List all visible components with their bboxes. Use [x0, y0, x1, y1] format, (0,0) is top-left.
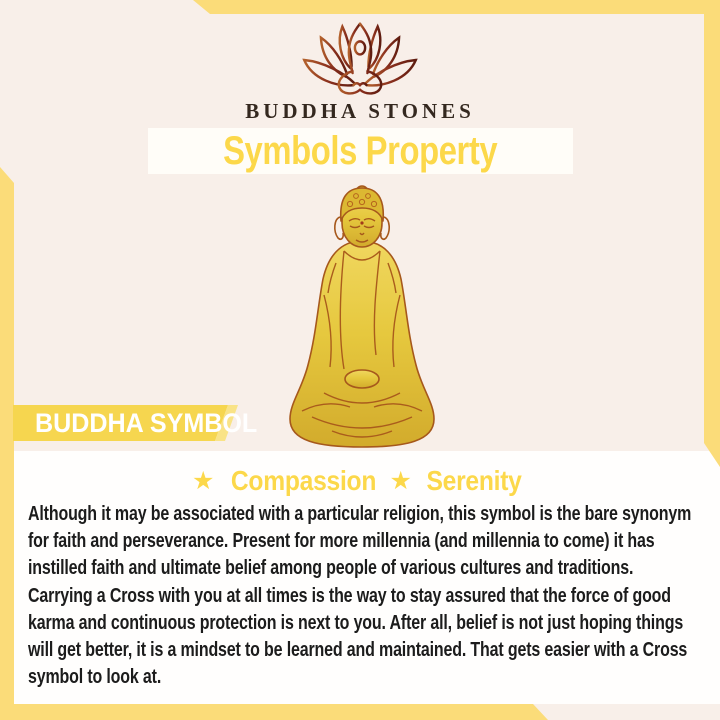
section-label: BUDDHA SYMBOL	[35, 408, 258, 438]
accent-band-bottom	[0, 704, 548, 720]
title-band	[148, 128, 573, 174]
feature-serenity: Serenity	[426, 465, 522, 496]
accent-band-top	[193, 0, 720, 14]
description-text: Although it may be associated with a particular religion, this symbol is the bare synonym for faith and perseverance. Present for more millennia (and millennia to come) it has instilled faith and ultimate belief among people of various cultures and traditions. Carrying a Cross with you at all times is the way to stay assured that the force of good karma and continuous protection is next to you. After all, belief is not just hoping things will get better, it is a mindset to be learned and maintained. That gets easier with a Cross symbol to look at.	[28, 502, 692, 689]
features-line	[0, 462, 720, 500]
star-icon: ★	[389, 467, 412, 495]
page-title: Symbols Property	[223, 128, 498, 173]
brand-name: BUDDHA STONES	[245, 99, 475, 123]
star-icon: ★	[192, 467, 215, 495]
accent-band-left	[0, 167, 14, 720]
golden-buddha-icon	[276, 183, 448, 455]
section-banner	[13, 405, 258, 441]
feature-compassion: Compassion	[231, 465, 377, 496]
accent-band-right	[704, 0, 720, 467]
lotus-meditation-icon	[297, 20, 423, 100]
